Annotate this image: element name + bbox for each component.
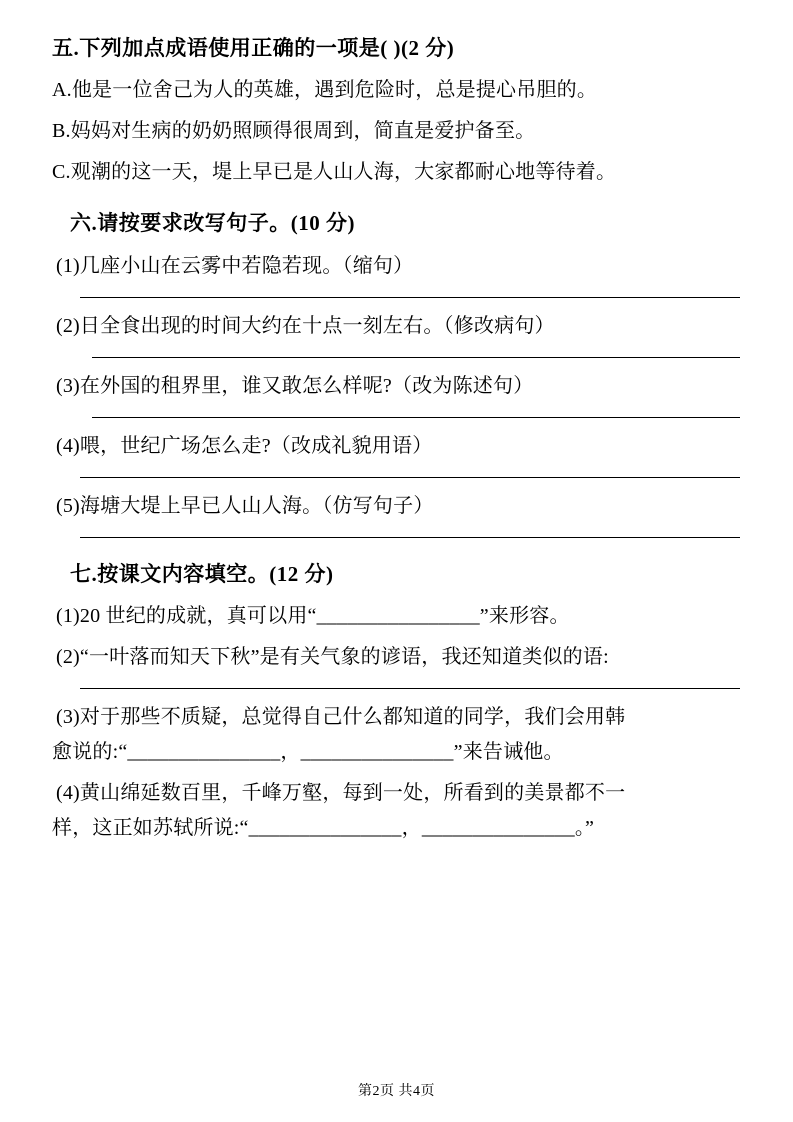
section-six-question-2: (2)日全食出现的时间大约在十点一刻左右。（修改病句） xyxy=(56,314,555,337)
page-footer: 第2页 共4页 xyxy=(358,1084,435,1099)
section-six-question-3: (3)在外国的租界里，谁又敢怎么样呢?（改为陈述句） xyxy=(56,374,534,397)
section-six-question-4: (4)喂，世纪广场怎么走?（改成礼貌用语） xyxy=(56,434,433,457)
section-five-option-a: A.他是一位舍己为人的英雄，遇到危险时，总是提心吊胆的。 xyxy=(52,79,598,102)
section-seven-question-2: (2)“一叶落而知天下秋”是有关气象的谚语，我还知道类似的语: xyxy=(56,646,609,669)
section-six-question-5: (5)海塘大堤上早已人山人海。（仿写句子） xyxy=(56,494,434,517)
section-six-title: 六.请按要求改写句子。(10 分) xyxy=(70,211,355,236)
section-seven-question-1: (1)20 世纪的成就，真可以用“________________”来形容。 xyxy=(56,605,570,628)
answer-line-7-2[interactable] xyxy=(80,688,740,689)
section-seven-title: 七.按课文内容填空。(12 分) xyxy=(70,561,334,586)
answer-line-6-2[interactable] xyxy=(92,357,740,358)
section-five-option-c: C.观潮的这一天，堤上早已是人山人海，大家都耐心地等待着。 xyxy=(52,161,617,184)
section-six-question-1: (1)几座小山在云雾中若隐若现。（缩句） xyxy=(56,254,414,277)
answer-line-6-4[interactable] xyxy=(80,477,740,478)
answer-line-6-3[interactable] xyxy=(92,417,740,418)
answer-line-6-1[interactable] xyxy=(80,297,740,298)
section-seven-question-4-cont: 样，这正如苏轼所说:“_______________，_______________。” xyxy=(52,817,595,840)
section-seven-question-3: (3)对于那些不质疑，总觉得自己什么都知道的同学，我们会用韩 xyxy=(56,706,626,729)
section-five-title: 五.下列加点成语使用正确的一项是( )(2 分) xyxy=(52,36,455,60)
section-five xyxy=(52,34,747,189)
section-seven xyxy=(52,560,747,845)
section-seven-question-4: (4)黄山绵延数百里，千峰万壑，每到一处，所看到的美景都不一 xyxy=(56,782,626,805)
section-five-option-b: B.妈妈对生病的奶奶照顾得很周到，简直是爱护备至。 xyxy=(52,120,536,143)
answer-line-6-5[interactable] xyxy=(80,537,740,538)
section-six xyxy=(52,209,747,537)
section-seven-question-3-cont: 愈说的:“_______________，_______________”来告诫他。 xyxy=(52,741,564,764)
